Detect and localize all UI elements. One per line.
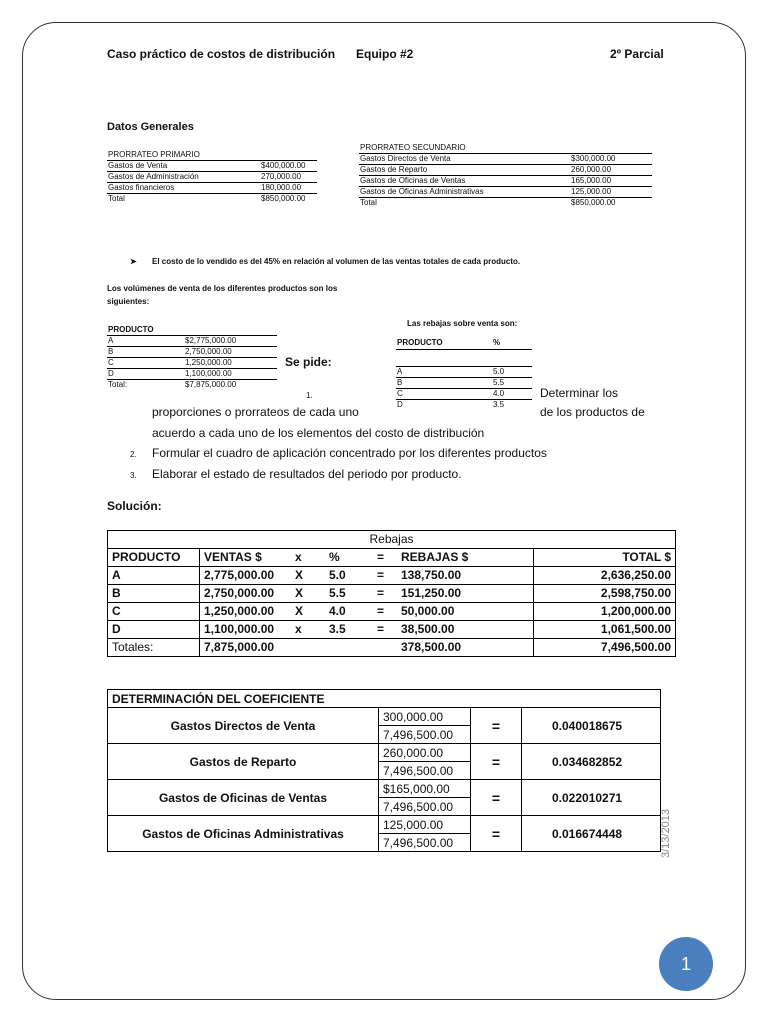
cost-note: El costo de lo vendido es del 45% en relación al volumen de las ventas totales de cada producto.	[152, 257, 521, 266]
solution-table	[107, 530, 676, 657]
rebate-value: 5.5	[492, 378, 532, 389]
table-row	[396, 389, 532, 400]
rebates-intro: Las rebajas sobre venta son:	[407, 319, 518, 328]
primary-proration	[107, 150, 317, 204]
volumes-section	[107, 325, 277, 390]
team-label: Equipo #2	[356, 47, 414, 61]
coefficient-section	[107, 689, 661, 852]
primary-value: $400,000.00	[260, 161, 317, 172]
table-row	[107, 150, 317, 161]
coefficient-title: DETERMINACIÓN DEL COEFICIENTE	[108, 690, 661, 708]
task-2: Formular el cuadro de aplicación concentrado por los diferentes productos	[152, 446, 547, 460]
coef-equals: =	[471, 816, 522, 852]
task-1-part-a: Determinar los	[540, 386, 619, 400]
table-row	[107, 161, 317, 172]
primary-label: Gastos de Administración	[107, 172, 260, 183]
partial-label: 2º Parcial	[610, 47, 664, 61]
primary-value: $850,000.00	[261, 194, 306, 203]
cell-rebate: 38,500.00	[397, 621, 533, 639]
cell-product: B	[108, 585, 200, 603]
cell-total: 2,636,250.00	[533, 567, 675, 585]
solution-table-title: Rebajas	[108, 531, 676, 549]
totals-total: 7,496,500.00	[533, 639, 675, 657]
rebates-section	[396, 337, 532, 410]
task-3: Elaborar el estado de resultados del periodo por producto.	[152, 467, 462, 481]
col-product: PRODUCTO	[108, 549, 200, 567]
cell-x: X	[291, 567, 325, 585]
col-eq: =	[377, 550, 385, 564]
table-row	[107, 358, 277, 369]
cell-pct: 5.5	[325, 585, 373, 603]
coef-equals: =	[471, 708, 522, 744]
table-row	[359, 165, 652, 176]
coef-result: 0.040018675	[522, 708, 661, 744]
cell-eq: =	[373, 585, 397, 603]
table-row	[107, 194, 317, 205]
rebates-col-product: PRODUCTO	[396, 337, 492, 350]
primary-value: 270,000.00	[260, 172, 317, 183]
table-row	[107, 172, 317, 183]
volumes-header: PRODUCTO	[107, 325, 277, 336]
cell-rebate: 50,000.00	[397, 603, 533, 621]
task-1-part-b: proporciones o prorrateos de cada uno	[152, 405, 359, 419]
col-total: TOTAL $	[533, 549, 675, 567]
table-row	[108, 549, 676, 567]
page-number-badge: 1	[659, 937, 713, 991]
volume-value: 1,100,000.00	[184, 369, 277, 380]
totals-sales: 7,875,000.00	[200, 639, 292, 657]
primary-label: Total	[108, 194, 125, 203]
col-x: x	[295, 550, 302, 564]
table-row	[359, 198, 652, 209]
rebates-col-pct: %	[492, 337, 532, 350]
cell-total: 1,061,500.00	[533, 621, 675, 639]
cell-eq: =	[373, 603, 397, 621]
secondary-value: 260,000.00	[570, 165, 652, 176]
table-row	[396, 400, 532, 411]
coef-label: Gastos Directos de Venta	[108, 708, 379, 744]
task-1-part-d: acuerdo a cada uno de los elementos del costo de distribución	[152, 426, 485, 440]
table-row	[107, 369, 277, 380]
volumes-intro-2: siguientes:	[107, 297, 150, 306]
rebate-label: C	[396, 389, 492, 400]
secondary-label: Gastos Directos de Venta	[359, 154, 570, 165]
secondary-value: $300,000.00	[570, 154, 652, 165]
coef-equals: =	[471, 744, 522, 780]
rebate-label: B	[396, 378, 492, 389]
rebate-value: 4.0	[492, 389, 532, 400]
tasks-heading: Se pide:	[285, 355, 332, 369]
table-row	[108, 585, 676, 603]
secondary-label: Gastos de Reparto	[359, 165, 570, 176]
secondary-table	[359, 143, 652, 208]
cell-product: A	[108, 567, 200, 585]
cell-total: 2,598,750.00	[533, 585, 675, 603]
table-row	[396, 350, 532, 367]
coef-label: Gastos de Oficinas de Ventas	[108, 780, 379, 816]
task-number-2: 2.	[130, 450, 137, 459]
solution-heading: Solución:	[107, 499, 162, 513]
table-row	[396, 378, 532, 389]
secondary-value: 165,000.00	[570, 176, 652, 187]
secondary-label: Gastos de Oficinas de Ventas	[359, 176, 570, 187]
cell-eq: =	[373, 621, 397, 639]
cell-product: C	[108, 603, 200, 621]
document-title: Caso práctico de costos de distribución	[107, 47, 336, 61]
secondary-label: Total	[360, 198, 377, 207]
coef-numerator: $165,000.00	[379, 780, 471, 798]
cell-pct: 3.5	[325, 621, 373, 639]
coef-denominator: 7,496,500.00	[379, 726, 471, 744]
cell-sales: 2,750,000.00	[200, 585, 292, 603]
table-row	[396, 367, 532, 378]
table-row	[359, 143, 652, 154]
volumes-table	[107, 325, 277, 390]
volumes-intro: Los volúmenes de venta de los diferentes productos son los	[107, 284, 338, 293]
coef-numerator: 260,000.00	[379, 744, 471, 762]
totals-rebates: 378,500.00	[397, 639, 533, 657]
general-heading: Datos Generales	[107, 121, 194, 133]
cell-x: X	[291, 585, 325, 603]
coefficient-table	[107, 689, 661, 852]
cell-eq: =	[373, 567, 397, 585]
coef-denominator: 7,496,500.00	[379, 762, 471, 780]
cell-pct: 5.0	[325, 567, 373, 585]
table-row	[359, 154, 652, 165]
table-row	[108, 708, 661, 726]
coef-denominator: 7,496,500.00	[379, 798, 471, 816]
col-rebates: REBAJAS $	[401, 550, 469, 564]
task-1-part-c: de los productos de	[540, 405, 645, 419]
coef-result: 0.034682852	[522, 744, 661, 780]
primary-label: Gastos de Venta	[107, 161, 260, 172]
table-row	[107, 183, 317, 194]
table-row	[108, 531, 676, 549]
volume-label: C	[107, 358, 184, 369]
volume-value: 2,750,000.00	[184, 347, 277, 358]
coef-label: Gastos de Oficinas Administrativas	[108, 816, 379, 852]
table-row	[108, 603, 676, 621]
coef-equals: =	[471, 780, 522, 816]
table-row	[108, 690, 661, 708]
footer-date: 3/13/2013	[660, 809, 672, 858]
coef-denominator: 7,496,500.00	[379, 834, 471, 852]
primary-value: 180,000.00	[260, 183, 317, 194]
cell-rebate: 151,250.00	[397, 585, 533, 603]
volume-value: 1,250,000.00	[184, 358, 277, 369]
secondary-value: $850,000.00	[571, 198, 616, 207]
cell-sales: 2,775,000.00	[200, 567, 292, 585]
task-number-3: 3.	[130, 471, 137, 480]
col-sales: VENTAS $	[204, 550, 262, 564]
table-row	[108, 639, 676, 657]
volume-label: A	[107, 336, 184, 347]
rebate-value: 5.0	[492, 367, 532, 378]
coef-label: Gastos de Reparto	[108, 744, 379, 780]
cell-product: D	[108, 621, 200, 639]
cell-total: 1,200,000.00	[533, 603, 675, 621]
secondary-title: PRORRATEO SECUNDARIO	[359, 143, 652, 154]
rebates-table	[396, 337, 532, 410]
table-row	[108, 621, 676, 639]
volume-label: Total:	[108, 380, 128, 389]
table-row	[107, 325, 277, 336]
rebate-value: 3.5	[493, 400, 505, 409]
secondary-proration	[359, 143, 652, 208]
rebate-label: D	[397, 400, 403, 409]
rebates-solution	[107, 530, 676, 657]
table-row	[107, 336, 277, 347]
coef-numerator: 125,000.00	[379, 816, 471, 834]
primary-title: PRORRATEO PRIMARIO	[107, 150, 317, 161]
coef-numerator: 300,000.00	[379, 708, 471, 726]
primary-label: Gastos financieros	[107, 183, 260, 194]
table-row	[359, 187, 652, 198]
totals-label: Totales:	[108, 639, 200, 657]
table-row	[108, 567, 676, 585]
secondary-label: Gastos de Oficinas Administrativas	[359, 187, 570, 198]
volume-label: B	[107, 347, 184, 358]
cell-sales: 1,100,000.00	[200, 621, 292, 639]
table-row	[108, 780, 661, 798]
volume-value: $7,875,000.00	[185, 380, 237, 389]
table-row	[108, 816, 661, 834]
coef-result: 0.022010271	[522, 780, 661, 816]
table-row	[108, 744, 661, 762]
volume-label: D	[107, 369, 184, 380]
primary-table	[107, 150, 317, 204]
table-row	[107, 347, 277, 358]
table-row	[396, 337, 532, 350]
coef-result: 0.016674448	[522, 816, 661, 852]
cell-x: X	[291, 603, 325, 621]
bullet-arrow-icon: ➤	[130, 257, 137, 266]
cell-rebate: 138,750.00	[397, 567, 533, 585]
col-pct: %	[329, 550, 340, 564]
table-row	[359, 176, 652, 187]
cell-pct: 4.0	[325, 603, 373, 621]
task-number-1: 1.	[306, 391, 313, 400]
table-row	[107, 380, 277, 391]
secondary-value: 125,000.00	[570, 187, 652, 198]
volume-value: $2,775,000.00	[184, 336, 277, 347]
rebate-label: A	[396, 367, 492, 378]
cell-x: x	[291, 621, 325, 639]
cell-sales: 1,250,000.00	[200, 603, 292, 621]
